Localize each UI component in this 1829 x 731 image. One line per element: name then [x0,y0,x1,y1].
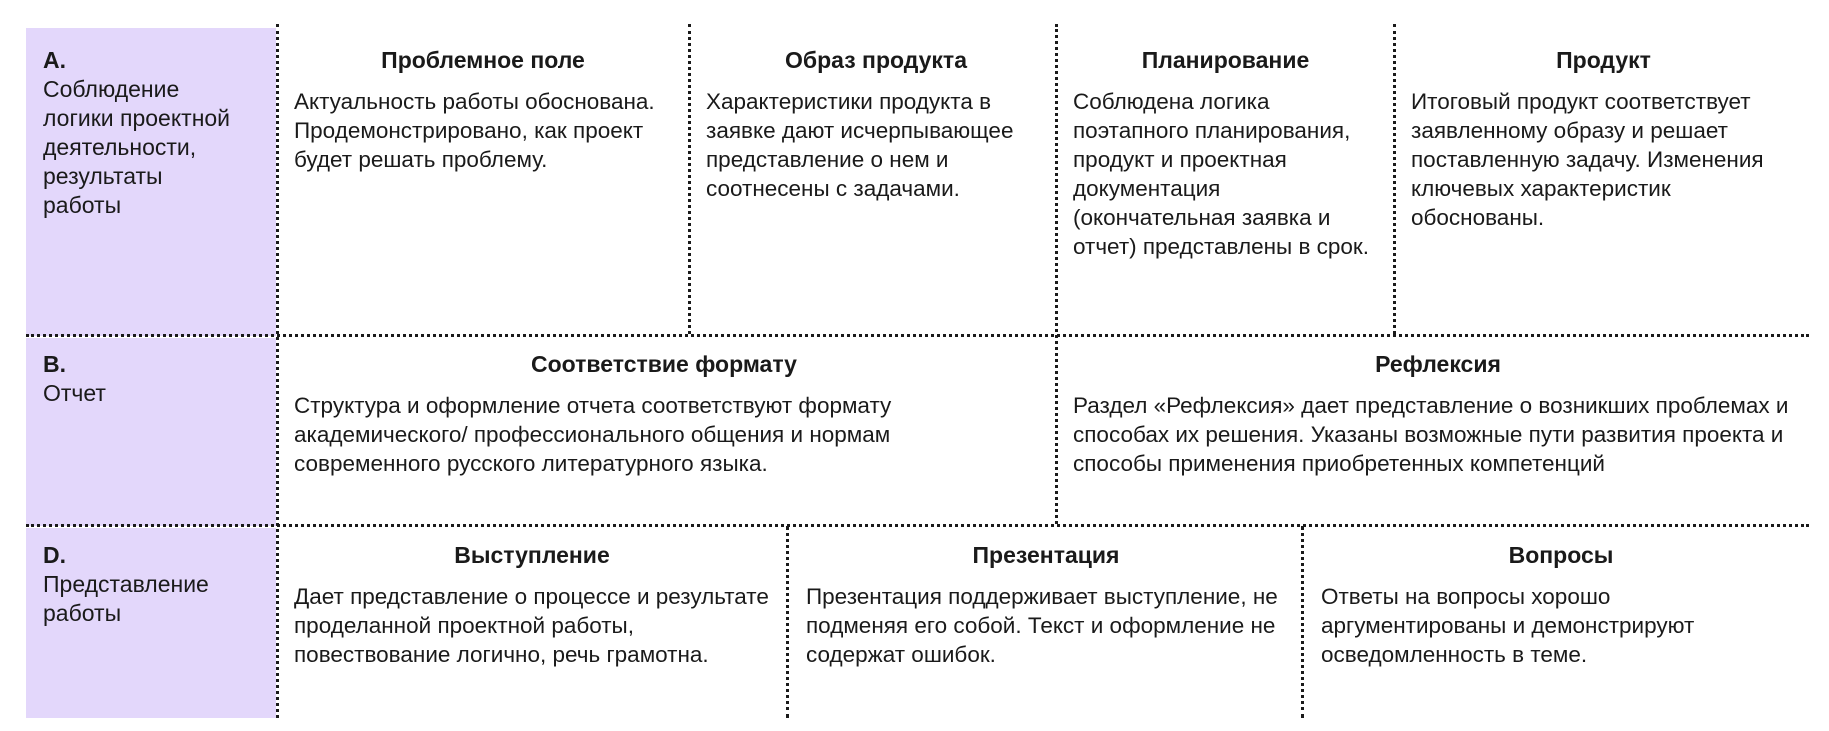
cell-format-compliance [294,350,1034,478]
row-a-title: Соблюдение логики проектной деятельности, результаты работы [43,76,231,218]
cell-heading: Презентация [972,542,1120,568]
cell-text: Презентация поддерживает выступление, не подменяя его собой. Текст и оформление не содержат ошибок. [806,584,1278,667]
divider-row-b-d [26,524,1809,527]
divider-a-1 [688,24,691,334]
cell-product [1411,46,1796,232]
cell-presentation [806,541,1286,669]
row-d-title: Представление работы [43,571,209,626]
cell-reflection [1073,350,1803,478]
cell-planning [1073,46,1378,261]
cell-heading: Рефлексия [1375,351,1501,377]
row-a-label [43,46,243,220]
cell-heading: Планирование [1141,47,1310,73]
row-b-label [43,350,243,408]
cell-product-image [706,46,1046,203]
cell-text: Ответы на вопросы хорошо аргументированы и демонстрируют осведомленность в теме. [1321,584,1695,667]
cell-questions [1321,541,1801,669]
row-d-code: D. [43,542,66,568]
cell-heading: Вопросы [1508,542,1614,568]
cell-text: Характеристики продукта в заявке дают исчерпывающее представление о нем и соотнесены с задачами. [706,89,1014,201]
cell-text: Актуальность работы обоснована. Продемонстрировано, как проект будет решать проблему. [294,89,655,172]
cell-text: Дает представление о процессе и результате проделанной проектной работы, повествование логично, речь грамотна. [294,584,769,667]
cell-heading: Проблемное поле [381,47,585,73]
row-b-title: Отчет [43,380,106,406]
divider-d-1 [786,526,789,718]
row-a-code: A. [43,47,66,73]
cell-text: Итоговый продукт соответствует заявленному образу и решает поставленную задачу. Изменения ключевых характеристик обоснованы. [1411,89,1764,230]
divider-row-a-b [26,334,1809,337]
divider-a-2 [1055,24,1058,524]
cell-text: Структура и оформление отчета соответствуют формату академического/ профессионального общения и нормам современного русского литературного языка. [294,393,892,476]
cell-heading: Выступление [454,542,610,568]
cell-text: Раздел «Рефлексия» дает представление о возникших проблемах и способах их решения. Указаны возможные пути развития проекта и способы применения приобретенных компетенций [1073,393,1789,476]
cell-problem-field [294,46,672,174]
divider-d-2 [1301,526,1304,718]
cell-speech [294,541,770,669]
row-b-code: B. [43,351,66,377]
divider-a-3 [1393,24,1396,334]
row-d-label [43,541,243,628]
cell-heading: Соответствие формату [531,351,797,377]
cell-heading: Продукт [1556,47,1651,73]
cell-text: Соблюдена логика поэтапного планирования, продукт и проектная документация (окончательная заявка и отчет) представлены в срок. [1073,89,1370,259]
divider-label-column [276,24,279,718]
cell-heading: Образ продукта [785,47,967,73]
